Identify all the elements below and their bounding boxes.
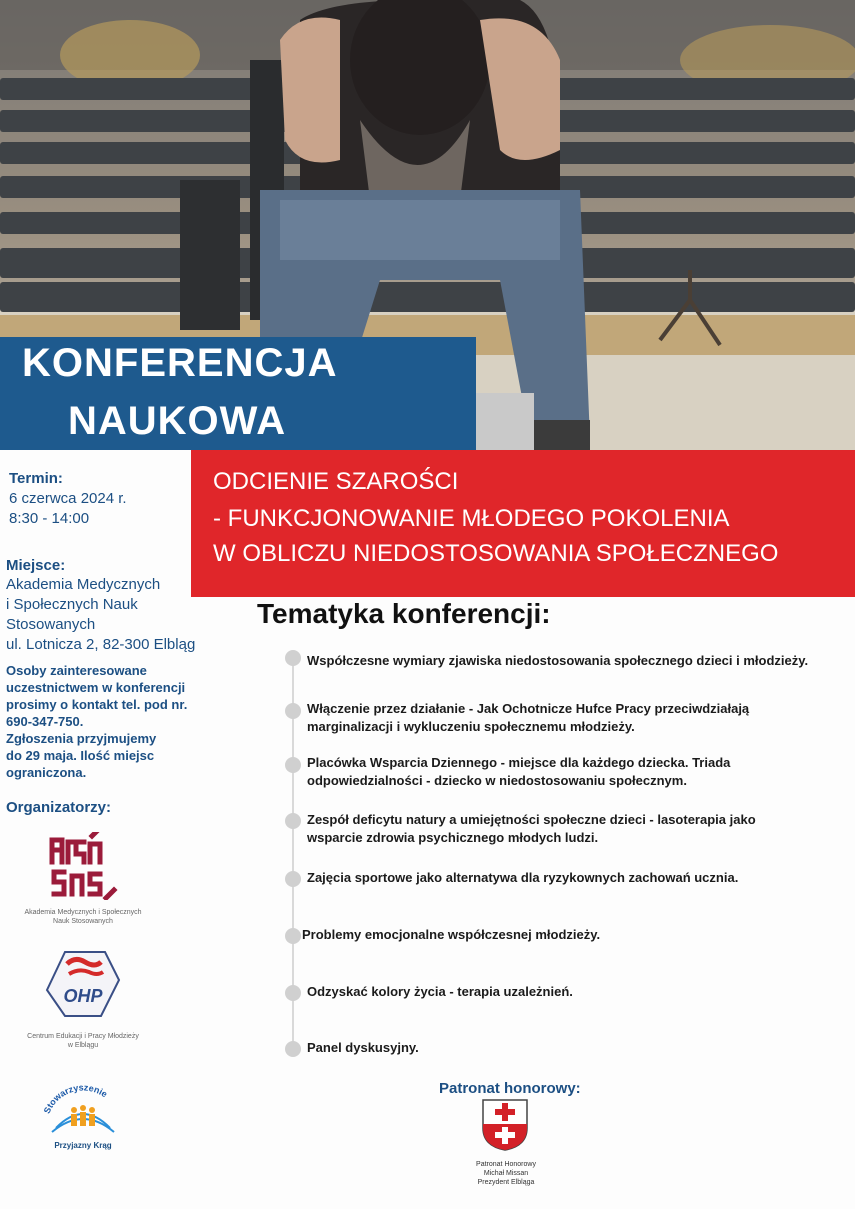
elblag-coat-of-arms	[481, 1098, 529, 1157]
ohp-caption	[16, 1032, 150, 1050]
organizers-label: Organizatorzy:	[6, 799, 112, 816]
przyjazny-krag-logo	[38, 1072, 128, 1161]
coat-of-arms-icon	[481, 1098, 529, 1152]
amns-caption-line: Nauk Stosowanych	[53, 918, 113, 925]
topic-line: Włączenie przez działanie - Jak Ochotnicze Hufce Pracy przeciwdziałają	[307, 701, 750, 716]
topic-item	[302, 926, 600, 944]
subtitle-box	[191, 450, 855, 597]
amns-logo-icon	[48, 832, 118, 900]
miejsce-line: Akademia Medycznych	[6, 576, 161, 593]
miejsce-label: Miejsce:	[6, 557, 66, 574]
subtitle-line-1: ODCIENIE SZAROŚCI	[213, 468, 459, 495]
ohp-caption-line: w Elblągu	[67, 1042, 99, 1049]
topic-line: marginalizacji i wykluczeniu społecznemu młodzieży.	[307, 719, 635, 734]
contact-line: prosimy o kontakt tel. pod nr.	[6, 697, 188, 712]
patronat-heading: Patronat honorowy:	[439, 1080, 581, 1097]
przyjazny-krag-logo-icon	[38, 1072, 128, 1156]
topic-line: wsparcie zdrowia psychicznego młodych ludzi.	[307, 830, 599, 845]
timeline-dot	[285, 1041, 301, 1057]
topic-line: Zespół deficytu natury a umiejętności społeczne dzieci - lasoterapia jako	[307, 812, 756, 827]
contact-info	[6, 662, 187, 781]
subtitle-line-2: - FUNKCJONOWANIE MŁODEGO POKOLENIA	[213, 505, 730, 532]
subtitle-line-3: W OBLICZU NIEDOSTOSOWANIA SPOŁECZNEGO	[213, 540, 779, 567]
topic-item	[307, 754, 730, 790]
topic-item	[307, 869, 738, 887]
timeline-dot	[285, 928, 301, 944]
topics-heading: Tematyka konferencji:	[257, 598, 551, 629]
timeline-dot	[285, 871, 301, 887]
topic-item	[307, 983, 573, 1001]
decorative-square	[476, 393, 534, 450]
termin-time: 8:30 - 14:00	[9, 510, 90, 527]
topic-line: Placówka Wsparcia Dziennego - miejsce dla każdego dziecka. Triada	[307, 755, 731, 770]
contact-phone: 690-347-750.	[6, 714, 84, 729]
title-line-2: NAUKOWA	[68, 399, 287, 443]
contact-line: do 29 maja. Ilość miejsc	[6, 748, 155, 763]
topic-item	[307, 652, 808, 670]
timeline-dot	[285, 703, 301, 719]
miejsce-line: Stosowanych	[6, 616, 96, 633]
topic-item	[307, 811, 756, 847]
topic-item	[307, 1039, 419, 1057]
amns-logo	[48, 832, 118, 905]
ohp-logo-text: OHP	[63, 986, 103, 1006]
patronat-caption-line: Michał Missan	[483, 1170, 529, 1177]
patronat-caption-line: Patronat Honorowy	[476, 1161, 536, 1168]
timeline-dot	[285, 985, 301, 1001]
amns-caption-line: Akademia Medycznych i Społecznych	[24, 909, 142, 916]
patronat-caption-line: Prezydent Elbląga	[477, 1179, 535, 1186]
contact-line: Zgłoszenia przyjmujemy	[6, 731, 157, 746]
contact-line: Osoby zainteresowane	[6, 663, 147, 678]
timeline-dot	[285, 650, 301, 666]
amns-caption	[18, 908, 148, 926]
topic-item	[307, 700, 749, 736]
ohp-logo	[45, 950, 121, 1029]
termin-label: Termin:	[9, 470, 63, 487]
topic-line: Panel dyskusyjny.	[307, 1040, 419, 1055]
stow-arc-text: Stowarzyszenie	[41, 1082, 110, 1116]
contact-line: uczestnictwem w konferencji	[6, 680, 186, 695]
ohp-caption-line: Centrum Edukacji i Pracy Młodzieży	[27, 1033, 139, 1040]
ohp-shield-icon	[45, 950, 121, 1024]
miejsce-line: i Społecznych Nauk	[6, 596, 138, 613]
topic-line: odpowiedzialności - dziecko w niedostosowaniu społecznym.	[307, 773, 687, 788]
timeline-dot	[285, 813, 301, 829]
timeline-dot	[285, 757, 301, 773]
title-line-1: KONFERENCJA	[22, 341, 338, 385]
termin-date: 6 czerwca 2024 r.	[9, 490, 127, 507]
miejsce-address: ul. Lotnicza 2, 82-300 Elbląg	[6, 636, 196, 653]
topic-line: Problemy emocjonalne współczesnej młodzieży.	[302, 927, 601, 942]
topic-line: Zajęcia sportowe jako alternatywa dla ryzykownych zachowań ucznia.	[307, 870, 739, 885]
patronat-caption	[455, 1160, 557, 1187]
stow-name-text: Przyjazny Krąg	[54, 1141, 112, 1150]
topic-line: Odzyskać kolory życia - terapia uzależnień.	[307, 984, 573, 999]
topic-line: Współczesne wymiary zjawiska niedostosowania społecznego dzieci i młodzieży.	[307, 653, 809, 668]
contact-line: ograniczona.	[6, 765, 87, 780]
title-box	[0, 337, 476, 450]
